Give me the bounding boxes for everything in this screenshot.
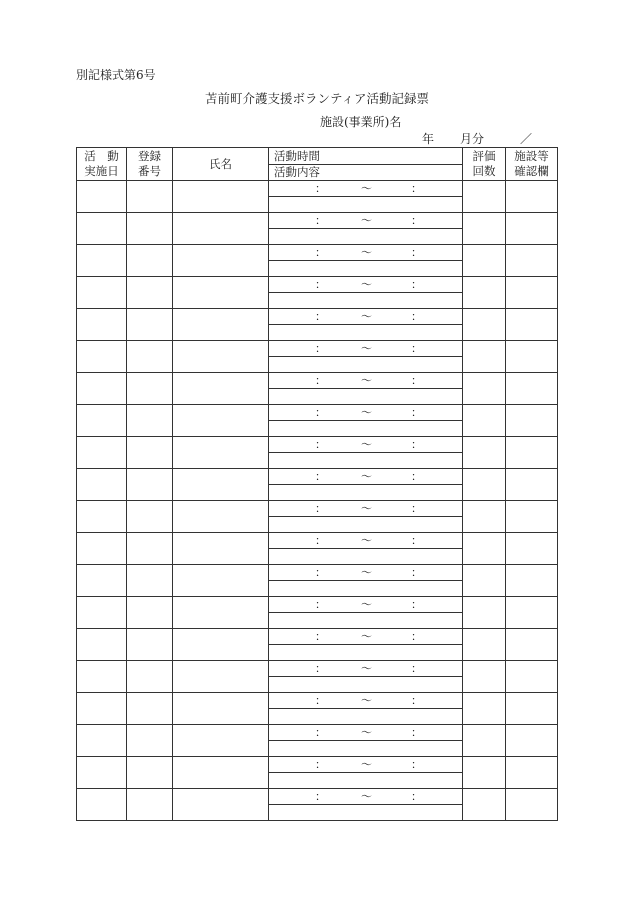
- registration-number-cell[interactable]: [127, 469, 173, 501]
- header-evaluation-count: [463, 148, 506, 181]
- header-time-content: [269, 148, 463, 181]
- activity-time-cell[interactable]: [269, 693, 463, 709]
- header-confirm-line1: 施設等: [514, 149, 549, 163]
- registration-number-cell[interactable]: [127, 277, 173, 309]
- registration-number-cell[interactable]: [127, 757, 173, 789]
- activity-date-cell[interactable]: [77, 565, 127, 597]
- activity-time-cell[interactable]: [269, 309, 463, 325]
- table-row: [77, 693, 558, 709]
- time-colon: ：: [315, 342, 326, 355]
- registration-number-cell[interactable]: [127, 725, 173, 757]
- time-colon: ：: [315, 630, 326, 643]
- activity-content-cell[interactable]: [269, 261, 463, 277]
- table-row: [77, 341, 558, 357]
- activity-content-cell[interactable]: [269, 709, 463, 725]
- facility-confirmation-cell[interactable]: [506, 245, 558, 277]
- activity-time-cell[interactable]: [269, 597, 463, 613]
- name-cell[interactable]: [173, 693, 269, 725]
- registration-number-cell[interactable]: [127, 245, 173, 277]
- evaluation-count-cell[interactable]: [463, 405, 506, 437]
- time-colon: ：: [315, 246, 326, 259]
- name-cell[interactable]: [173, 501, 269, 533]
- activity-content-cell[interactable]: [269, 677, 463, 693]
- activity-time-cell[interactable]: [269, 373, 463, 389]
- time-range-separator: 〜: [361, 790, 372, 803]
- name-cell[interactable]: [173, 309, 269, 341]
- time-range-separator: 〜: [361, 502, 372, 515]
- name-cell[interactable]: [173, 213, 269, 245]
- time-colon: ：: [411, 790, 422, 803]
- registration-number-cell[interactable]: [127, 341, 173, 373]
- table-row: [77, 213, 558, 229]
- activity-date-cell[interactable]: [77, 501, 127, 533]
- activity-content-cell[interactable]: [269, 389, 463, 405]
- activity-log-table: [76, 147, 558, 821]
- time-colon: ：: [411, 342, 422, 355]
- time-range-separator: 〜: [361, 246, 372, 259]
- facility-confirmation-cell[interactable]: [506, 533, 558, 565]
- evaluation-count-cell[interactable]: [463, 757, 506, 789]
- table-row: [77, 469, 558, 485]
- time-colon: ：: [315, 470, 326, 483]
- activity-content-cell[interactable]: [269, 581, 463, 597]
- time-colon: ：: [411, 182, 422, 195]
- activity-time-cell[interactable]: [269, 661, 463, 677]
- activity-time-cell[interactable]: [269, 565, 463, 581]
- activity-date-cell[interactable]: [77, 245, 127, 277]
- name-cell[interactable]: [173, 405, 269, 437]
- header-activity-content: 活動内容: [274, 164, 320, 179]
- time-colon: ：: [411, 214, 422, 227]
- time-range-separator: 〜: [361, 630, 372, 643]
- registration-number-cell[interactable]: [127, 309, 173, 341]
- period-line: [422, 130, 562, 146]
- activity-content-cell[interactable]: [269, 197, 463, 213]
- activity-date-cell[interactable]: [77, 789, 127, 821]
- time-colon: ：: [315, 534, 326, 547]
- facility-confirmation-cell[interactable]: [506, 597, 558, 629]
- activity-time-cell[interactable]: [269, 789, 463, 805]
- header-row: [77, 148, 558, 181]
- evaluation-count-cell[interactable]: [463, 693, 506, 725]
- name-cell[interactable]: [173, 789, 269, 821]
- registration-number-cell[interactable]: [127, 213, 173, 245]
- activity-content-cell[interactable]: [269, 613, 463, 629]
- activity-content-cell[interactable]: [269, 517, 463, 533]
- registration-number-cell[interactable]: [127, 405, 173, 437]
- activity-time-cell[interactable]: [269, 277, 463, 293]
- time-colon: ：: [411, 534, 422, 547]
- facility-confirmation-cell[interactable]: [506, 565, 558, 597]
- activity-time-cell[interactable]: [269, 405, 463, 421]
- time-range-separator: 〜: [361, 598, 372, 611]
- form-reference: 別記様式第6号: [76, 68, 156, 82]
- header-eval-line1: 評価: [472, 149, 496, 163]
- name-cell[interactable]: [173, 469, 269, 501]
- name-cell[interactable]: [173, 533, 269, 565]
- evaluation-count-cell[interactable]: [463, 469, 506, 501]
- table-row: [77, 597, 558, 613]
- evaluation-count-cell[interactable]: [463, 277, 506, 309]
- evaluation-count-cell[interactable]: [463, 789, 506, 821]
- time-colon: ：: [315, 694, 326, 707]
- activity-content-cell[interactable]: [269, 453, 463, 469]
- name-cell[interactable]: [173, 629, 269, 661]
- table-row: [77, 757, 558, 773]
- time-range-separator: 〜: [361, 566, 372, 579]
- time-colon: ：: [315, 214, 326, 227]
- registration-number-cell[interactable]: [127, 789, 173, 821]
- activity-date-cell[interactable]: [77, 725, 127, 757]
- facility-confirmation-cell[interactable]: [506, 661, 558, 693]
- activity-date-cell[interactable]: [77, 469, 127, 501]
- slash-mark: ／: [520, 132, 533, 146]
- name-cell[interactable]: [173, 597, 269, 629]
- header-confirm-line2: 確認欄: [514, 164, 549, 178]
- time-colon: ：: [315, 662, 326, 675]
- name-cell[interactable]: [173, 565, 269, 597]
- activity-date-cell[interactable]: [77, 373, 127, 405]
- time-range-separator: 〜: [361, 406, 372, 419]
- evaluation-count-cell[interactable]: [463, 501, 506, 533]
- time-colon: ：: [411, 374, 422, 387]
- time-range-separator: 〜: [361, 310, 372, 323]
- table-row: [77, 405, 558, 421]
- registration-number-cell[interactable]: [127, 373, 173, 405]
- name-cell[interactable]: [173, 245, 269, 277]
- time-colon: ：: [315, 182, 326, 195]
- facility-confirmation-cell[interactable]: [506, 437, 558, 469]
- time-range-separator: 〜: [361, 214, 372, 227]
- time-colon: ：: [411, 246, 422, 259]
- facility-confirmation-cell[interactable]: [506, 693, 558, 725]
- activity-date-cell[interactable]: [77, 405, 127, 437]
- header-facility-confirmation: [506, 148, 558, 181]
- time-colon: ：: [411, 438, 422, 451]
- year-label: 年: [422, 132, 435, 146]
- activity-date-cell[interactable]: [77, 277, 127, 309]
- activity-time-cell[interactable]: [269, 469, 463, 485]
- activity-content-cell[interactable]: [269, 421, 463, 437]
- activity-time-cell[interactable]: [269, 533, 463, 549]
- table-row: [77, 245, 558, 261]
- time-range-separator: 〜: [361, 694, 372, 707]
- time-colon: ：: [411, 470, 422, 483]
- activity-content-cell[interactable]: [269, 485, 463, 501]
- time-colon: ：: [315, 790, 326, 803]
- table-row: [77, 181, 558, 197]
- table-row: [77, 789, 558, 805]
- time-range-separator: 〜: [361, 278, 372, 291]
- name-cell[interactable]: [173, 437, 269, 469]
- time-colon: ：: [315, 502, 326, 515]
- name-cell[interactable]: [173, 341, 269, 373]
- activity-time-cell[interactable]: [269, 245, 463, 261]
- table-row: [77, 309, 558, 325]
- facility-name-label: 施設(事業所)名: [320, 115, 402, 129]
- registration-number-cell[interactable]: [127, 693, 173, 725]
- registration-number-cell[interactable]: [127, 565, 173, 597]
- table-row: [77, 277, 558, 293]
- activity-content-cell[interactable]: [269, 549, 463, 565]
- evaluation-count-cell[interactable]: [463, 661, 506, 693]
- registration-number-cell[interactable]: [127, 661, 173, 693]
- activity-date-cell[interactable]: [77, 757, 127, 789]
- activity-time-cell[interactable]: [269, 213, 463, 229]
- activity-time-cell[interactable]: [269, 341, 463, 357]
- activity-date-cell[interactable]: [77, 437, 127, 469]
- time-colon: ：: [315, 726, 326, 739]
- registration-number-cell[interactable]: [127, 533, 173, 565]
- activity-date-cell[interactable]: [77, 597, 127, 629]
- evaluation-count-cell[interactable]: [463, 533, 506, 565]
- activity-date-cell[interactable]: [77, 181, 127, 213]
- facility-confirmation-cell[interactable]: [506, 501, 558, 533]
- table-row: [77, 501, 558, 517]
- activity-content-cell[interactable]: [269, 741, 463, 757]
- header-name: 氏名: [173, 148, 269, 181]
- evaluation-count-cell[interactable]: [463, 597, 506, 629]
- facility-confirmation-cell[interactable]: [506, 309, 558, 341]
- activity-date-cell[interactable]: [77, 661, 127, 693]
- evaluation-count-cell[interactable]: [463, 437, 506, 469]
- activity-date-cell[interactable]: [77, 693, 127, 725]
- activity-content-cell[interactable]: [269, 805, 463, 821]
- activity-content-cell[interactable]: [269, 293, 463, 309]
- time-range-separator: 〜: [361, 182, 372, 195]
- activity-date-cell[interactable]: [77, 533, 127, 565]
- header-activity-date: [77, 148, 127, 181]
- registration-number-cell[interactable]: [127, 181, 173, 213]
- registration-number-cell[interactable]: [127, 629, 173, 661]
- activity-time-cell[interactable]: [269, 181, 463, 197]
- facility-confirmation-cell[interactable]: [506, 789, 558, 821]
- time-colon: ：: [411, 726, 422, 739]
- evaluation-count-cell[interactable]: [463, 245, 506, 277]
- document-title: 苫前町介護支援ボランティア活動記録票: [204, 91, 429, 106]
- evaluation-count-cell[interactable]: [463, 213, 506, 245]
- table-row: [77, 533, 558, 549]
- header-activity-date-line2: 実施日: [84, 164, 119, 178]
- name-cell[interactable]: [173, 661, 269, 693]
- time-colon: ：: [411, 278, 422, 291]
- facility-confirmation-cell[interactable]: [506, 373, 558, 405]
- table-row: [77, 629, 558, 645]
- activity-time-cell[interactable]: [269, 629, 463, 645]
- activity-content-cell[interactable]: [269, 325, 463, 341]
- facility-confirmation-cell[interactable]: [506, 469, 558, 501]
- time-colon: ：: [315, 758, 326, 771]
- time-colon: ：: [411, 566, 422, 579]
- facility-confirmation-cell[interactable]: [506, 405, 558, 437]
- header-registration-number: [127, 148, 173, 181]
- evaluation-count-cell[interactable]: [463, 725, 506, 757]
- activity-date-cell[interactable]: [77, 341, 127, 373]
- registration-number-cell[interactable]: [127, 501, 173, 533]
- time-colon: ：: [315, 566, 326, 579]
- header-activity-date-line1: 活 動: [84, 149, 119, 163]
- facility-confirmation-cell[interactable]: [506, 629, 558, 661]
- time-range-separator: 〜: [361, 374, 372, 387]
- evaluation-count-cell[interactable]: [463, 341, 506, 373]
- activity-content-cell[interactable]: [269, 773, 463, 789]
- time-colon: ：: [315, 278, 326, 291]
- time-range-separator: 〜: [361, 438, 372, 451]
- name-cell[interactable]: [173, 277, 269, 309]
- name-cell[interactable]: [173, 373, 269, 405]
- time-colon: ：: [315, 438, 326, 451]
- facility-confirmation-cell[interactable]: [506, 213, 558, 245]
- time-colon: ：: [411, 598, 422, 611]
- header-activity-time: 活動時間: [269, 149, 462, 165]
- time-colon: ：: [411, 694, 422, 707]
- registration-number-cell[interactable]: [127, 437, 173, 469]
- time-range-separator: 〜: [361, 758, 372, 771]
- table-row: [77, 661, 558, 677]
- time-range-separator: 〜: [361, 470, 372, 483]
- time-range-separator: 〜: [361, 342, 372, 355]
- time-colon: ：: [411, 406, 422, 419]
- header-reg-line1: 登録: [138, 149, 161, 163]
- name-cell[interactable]: [173, 181, 269, 213]
- time-colon: ：: [411, 502, 422, 515]
- activity-content-cell[interactable]: [269, 645, 463, 661]
- activity-time-cell[interactable]: [269, 725, 463, 741]
- time-range-separator: 〜: [361, 726, 372, 739]
- facility-confirmation-cell[interactable]: [506, 277, 558, 309]
- facility-confirmation-cell[interactable]: [506, 725, 558, 757]
- evaluation-count-cell[interactable]: [463, 373, 506, 405]
- evaluation-count-cell[interactable]: [463, 309, 506, 341]
- facility-confirmation-cell[interactable]: [506, 757, 558, 789]
- time-colon: ：: [411, 630, 422, 643]
- facility-confirmation-cell[interactable]: [506, 181, 558, 213]
- table-row: [77, 373, 558, 389]
- activity-content-cell[interactable]: [269, 229, 463, 245]
- header-reg-line2: 番号: [138, 164, 161, 178]
- registration-number-cell[interactable]: [127, 597, 173, 629]
- table-row: [77, 437, 558, 453]
- time-colon: ：: [315, 374, 326, 387]
- time-colon: ：: [411, 662, 422, 675]
- activity-date-cell[interactable]: [77, 309, 127, 341]
- time-range-separator: 〜: [361, 534, 372, 547]
- table-row: [77, 725, 558, 741]
- evaluation-count-cell[interactable]: [463, 565, 506, 597]
- activity-content-cell[interactable]: [269, 357, 463, 373]
- time-colon: ：: [315, 406, 326, 419]
- facility-confirmation-cell[interactable]: [506, 341, 558, 373]
- month-label: 月分: [460, 132, 485, 146]
- activity-time-cell[interactable]: [269, 437, 463, 453]
- activity-date-cell[interactable]: [77, 629, 127, 661]
- activity-time-cell[interactable]: [269, 501, 463, 517]
- name-cell[interactable]: [173, 757, 269, 789]
- time-range-separator: 〜: [361, 662, 372, 675]
- header-eval-line2: 回数: [472, 164, 496, 178]
- table-row: [77, 565, 558, 581]
- time-colon: ：: [411, 310, 422, 323]
- activity-time-cell[interactable]: [269, 757, 463, 773]
- time-colon: ：: [315, 598, 326, 611]
- time-colon: ：: [315, 310, 326, 323]
- time-colon: ：: [411, 758, 422, 771]
- evaluation-count-cell[interactable]: [463, 629, 506, 661]
- name-cell[interactable]: [173, 725, 269, 757]
- activity-date-cell[interactable]: [77, 213, 127, 245]
- evaluation-count-cell[interactable]: [463, 181, 506, 213]
